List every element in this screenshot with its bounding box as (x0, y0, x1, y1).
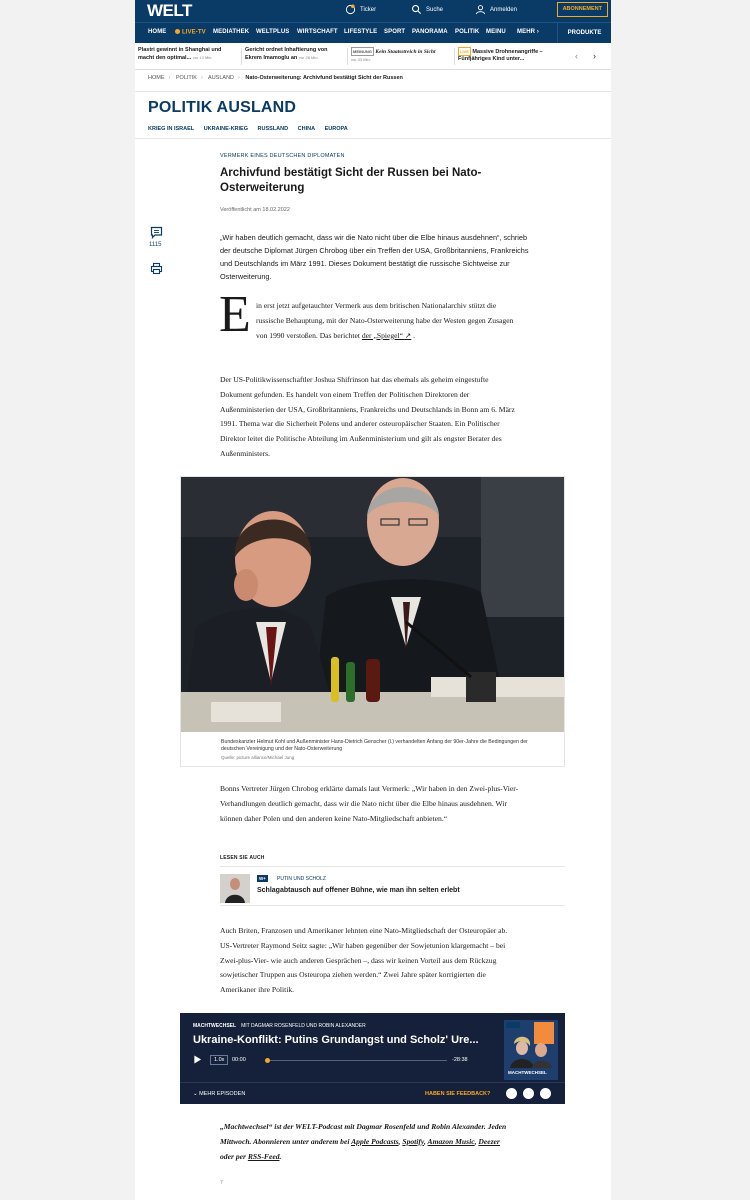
deezer-link[interactable]: Deezer (478, 1136, 500, 1146)
podcast-cover-label: MACHTWECHSEL (508, 1070, 547, 1075)
spiegel-link[interactable] (362, 331, 411, 340)
ticker-item-line1: Gericht ordnet Inhaftierung von (245, 47, 328, 53)
chevron-left-icon[interactable]: ‹ (575, 51, 578, 61)
more-episodes-button[interactable] (193, 1091, 245, 1097)
subnav-krieg-in-israel[interactable]: KRIEG IN ISRAEL (148, 126, 195, 132)
nav-live-tv-label: LIVE-TV (182, 29, 206, 36)
ticker-item-time: vor 13 Min. (192, 55, 213, 60)
search-label: Suche (426, 6, 444, 13)
section-title[interactable]: POLITIK AUSLAND (148, 99, 297, 116)
chevron-right-icon: › (200, 75, 203, 81)
ticker-divider (241, 48, 242, 65)
time-remaining: -28:38 (452, 1057, 468, 1063)
podcast-player (180, 1013, 565, 1104)
paragraph-end: . (411, 330, 416, 340)
welt-logo[interactable]: WELT (147, 1, 192, 20)
user-icon (475, 4, 486, 15)
podcast-footer (180, 1082, 565, 1104)
subnav-ukraine-krieg[interactable]: UKRAINE-KRIEG (203, 126, 248, 132)
podcast-title: Ukraine-Konflikt: Putins Grundangst und Scholz' Ure... (193, 1034, 479, 1046)
spotify-link[interactable]: Spotify (402, 1136, 424, 1146)
article-headline: Archivfund bestätigt Sicht der Russen bei Nato-Osterweiterung (220, 167, 482, 194)
nav-politik[interactable]: POLITIK (455, 29, 480, 35)
live-dot-icon (175, 29, 180, 34)
nav-live-tv[interactable] (175, 29, 206, 36)
login-label: Anmelden (490, 6, 518, 13)
apple-podcasts-link[interactable]: Apple Podcasts (351, 1136, 399, 1146)
abo-button[interactable]: ABONNEMENT (557, 2, 608, 17)
chevron-right-icon: › (238, 75, 240, 81)
nav-sport[interactable]: SPORT (384, 29, 406, 35)
main-nav (135, 22, 611, 43)
nav-mehr-label: MEHR (517, 29, 536, 35)
amazon-music-icon[interactable] (540, 1088, 551, 1099)
print-button[interactable] (150, 262, 163, 280)
photo-caption: Bundeskanzler Helmut Kohl und Außenminister Hans-Dietrich Genscher (l.) verhandelten Anfang der 90er-Jahre die Bedingungen der deutschen Vereinigung und der Nato-Osterweiterung (221, 739, 528, 752)
print-icon (150, 262, 163, 275)
spotify-icon[interactable] (506, 1088, 517, 1099)
breadcrumb-ausland[interactable]: AUSLAND (208, 75, 235, 81)
article-paragraph: Der US-Politikwissenschaftler Joshua Shifrinson hat das ehemals als geheim eingestufte Dokument gefunden. Es handelt von einem Treffen der Politischen Direktoren der Außenministerien der USA, Großbritanniens, Frankreichs und Deutschlands in Bonn am 6. März 1991. Thema war die Sicherheit Polens und anderer osteuropäischer Staaten. Ein Politischer Direktor leitet die Politische Abteilung im Außenministerium und gilt als engster Berater des Außenministers. (220, 375, 515, 458)
chevron-right-icon: › (168, 75, 171, 81)
article-intro: „Wir haben deutlich gemacht, dass wir die Nato nicht über die Elbe hinaus ausdehnen“, schrieb der deutsche Diplomat Jürgen Chrobog über ein Treffen der USA, Großbritanniens, Frankreichs und Deutschlands im März 1991. Dieses Dokument bestätigt die russische Sichtweise zur Osterweiterung. (220, 233, 529, 281)
footnote: 7 (220, 1180, 223, 1186)
podcast-show: MACHTWECHSEL (193, 1023, 237, 1029)
ticker-item-line2: Fünfjähriges Kind unter... (458, 56, 525, 62)
ticker-divider (347, 48, 348, 65)
podcast-hosts: MIT DAGMAR ROSENFELD UND ROBIN ALEXANDER (241, 1023, 366, 1029)
nav-home[interactable]: HOME (148, 29, 167, 35)
article-kicker: VERMERK EINES DEUTSCHEN DIPLOMATEN (220, 153, 345, 159)
ticker-item-line1: Plastri gewinnt in Shanghai und (138, 47, 222, 53)
dropcap: E (219, 286, 251, 343)
time-elapsed: 00:00 (232, 1057, 246, 1063)
teaser-title: Schlagabtausch auf offener Bühne, wie man ihn selten erlebt (257, 887, 460, 894)
podcast-cover (504, 1020, 558, 1080)
related-teaser[interactable] (220, 866, 565, 906)
more-episodes-label: MEHR EPISODEN (199, 1091, 246, 1097)
external-link-icon: ↗ (404, 330, 412, 340)
ticker-item[interactable] (458, 47, 568, 63)
ticker-item-line2: macht den optimal... (138, 55, 192, 61)
progress-track[interactable] (267, 1060, 447, 1061)
paragraph-text: in erst jetzt aufgetauchter Vermerk aus dem britischen Nationalarchiv stützt die russische Behauptung, mit der Nato-Osterweiterung habe der Westen gegen Zusagen von 1990 verstoßen. Das berichtet (256, 301, 514, 340)
article-paragraph: Bonns Vertreter Jürgen Chrobog erklärte damals laut Vermerk: „Wir haben in den Zwei-plus-Vier-Verhandlungen deutlich gemacht, dass wir die Nato nicht über die Elbe hinaus ausdehnen. Wir können daher Polen und den anderen keine Nato-Mitgliedschaft anbieten.“ (220, 784, 519, 823)
nav-mehr[interactable] (517, 29, 539, 35)
rss-feed-link[interactable]: RSS-Feed (247, 1151, 280, 1161)
nav-weltplus[interactable]: WELTPLUS (256, 29, 290, 35)
search-button[interactable] (411, 4, 443, 15)
divider (135, 138, 611, 139)
playback-speed-button[interactable]: 1.0x (210, 1055, 228, 1065)
news-ticker (135, 43, 611, 70)
teaser-kicker: PUTIN UND SCHOLZ (277, 876, 326, 882)
ticker-item[interactable] (245, 47, 345, 62)
play-icon[interactable] (193, 1055, 202, 1064)
ticker-item-line1: Kein Staatsstreich in Sicht (375, 49, 436, 55)
spiegel-link-label: der „Spiegel“ (361, 330, 403, 340)
note-text: oder per (220, 1151, 248, 1161)
breadcrumb-home[interactable]: HOME (148, 75, 165, 81)
login-button[interactable] (475, 4, 517, 15)
ticker-label: Ticker (360, 6, 377, 13)
page (135, 0, 611, 1200)
chevron-down-icon: ⌄ (193, 1091, 198, 1097)
ticker-divider (454, 48, 455, 65)
top-bar (135, 0, 611, 22)
subnav-china[interactable]: CHINA (297, 126, 316, 132)
feedback-link[interactable]: HABEN SIE FEEDBACK? (425, 1091, 491, 1097)
note-text: „Machtwechsel“ ist der WELT-Podcast mit Dagmar Rosenfeld und Robin Alexander. Jeden Mittwoch. Abonnieren unter anderem bei (220, 1122, 507, 1146)
ticker-item-line2: Ekrem Imamoglu an (245, 55, 298, 61)
nav-panorama[interactable]: PANORAMA (412, 29, 448, 35)
article-paragraph (256, 299, 521, 343)
ticker-item[interactable] (138, 47, 238, 62)
weltplus-badge: W+ (259, 876, 266, 881)
ticker-icon (345, 4, 356, 15)
comment-icon (150, 226, 163, 239)
related-label: LESEN SIE AUCH (220, 855, 265, 861)
note-end: . (279, 1151, 282, 1161)
nav-meinung[interactable]: MEINU (486, 29, 506, 35)
amazon-music-link[interactable]: Amazon Music (427, 1136, 475, 1146)
search-icon (411, 4, 422, 15)
ticker-item-time: vor 33 Min. (351, 57, 371, 62)
progress-handle[interactable] (265, 1058, 270, 1063)
nav-mediathek[interactable]: MEDIATHEK (213, 29, 250, 35)
chevron-down-icon: › (536, 29, 539, 35)
subnav-russland[interactable]: RUSSLAND (257, 126, 289, 132)
subnav-europa[interactable]: EUROPA (324, 126, 348, 132)
chevron-right-icon[interactable]: › (593, 51, 596, 61)
podcast-label (193, 1023, 366, 1029)
breadcrumb-current: Nato-Osterweiterung: Archivfund bestätigt Sicht der Russen (245, 75, 403, 81)
nav-wirtschaft[interactable]: WIRTSCHAFT (297, 29, 338, 35)
breadcrumb-politik[interactable]: POLITIK (175, 75, 197, 81)
photo-source: Quelle: picture alliance/Michael Jung (221, 755, 295, 760)
article-photo[interactable] (181, 477, 564, 732)
ticker-item-line1: Massive Drohnenangriffe – (472, 49, 543, 55)
produkte-button[interactable]: PRODUKTE (557, 23, 611, 43)
section-subnav (148, 126, 356, 132)
published-date: Veröffentlicht am 18.02.2022 (220, 207, 290, 213)
ticker-button[interactable] (345, 4, 376, 15)
live-badge: LIVE (460, 49, 469, 54)
teaser-thumbnail (220, 874, 250, 903)
photo-illustration (181, 477, 564, 732)
meinung-badge: MEINUNG (353, 49, 372, 54)
article-figure (180, 476, 565, 767)
divider (135, 91, 611, 92)
nav-lifestyle[interactable]: LIFESTYLE (344, 29, 378, 35)
podcast-note: „Machtwechsel“ ist der WELT-Podcast mit Dagmar Rosenfeld und Robin Alexander. Jeden Mittwoch. Abonnieren unter anderem bei Apple Podcasts, Spotify, Amazon Music, Deezer oder per RSS-Feed. (220, 1122, 507, 1161)
comment-count: 1115 (149, 242, 162, 248)
ticker-item-time: vor 28 Min. (298, 55, 319, 60)
ticker-item[interactable] (351, 47, 451, 64)
breadcrumb (148, 75, 403, 81)
apple-podcasts-icon[interactable] (523, 1088, 534, 1099)
article-paragraph: Auch Briten, Franzosen und Amerikaner lehnten eine Nato-Mitgliedschaft der Osteuropäer ab. US-Vertreter Raymond Seitz sagte: „Wir haben gegenüber der Sowjetunion klargemacht – bei Zwei-plus-Vier- wie auch anderen Gesprächen –, dass wir keinen Vorteil aus dem Rückzug sowjetischer Truppen aus Osteuropa ziehen werden.“ Zwei Jahre später korrigierten die Amerikaner ihre Politik. (220, 926, 508, 995)
